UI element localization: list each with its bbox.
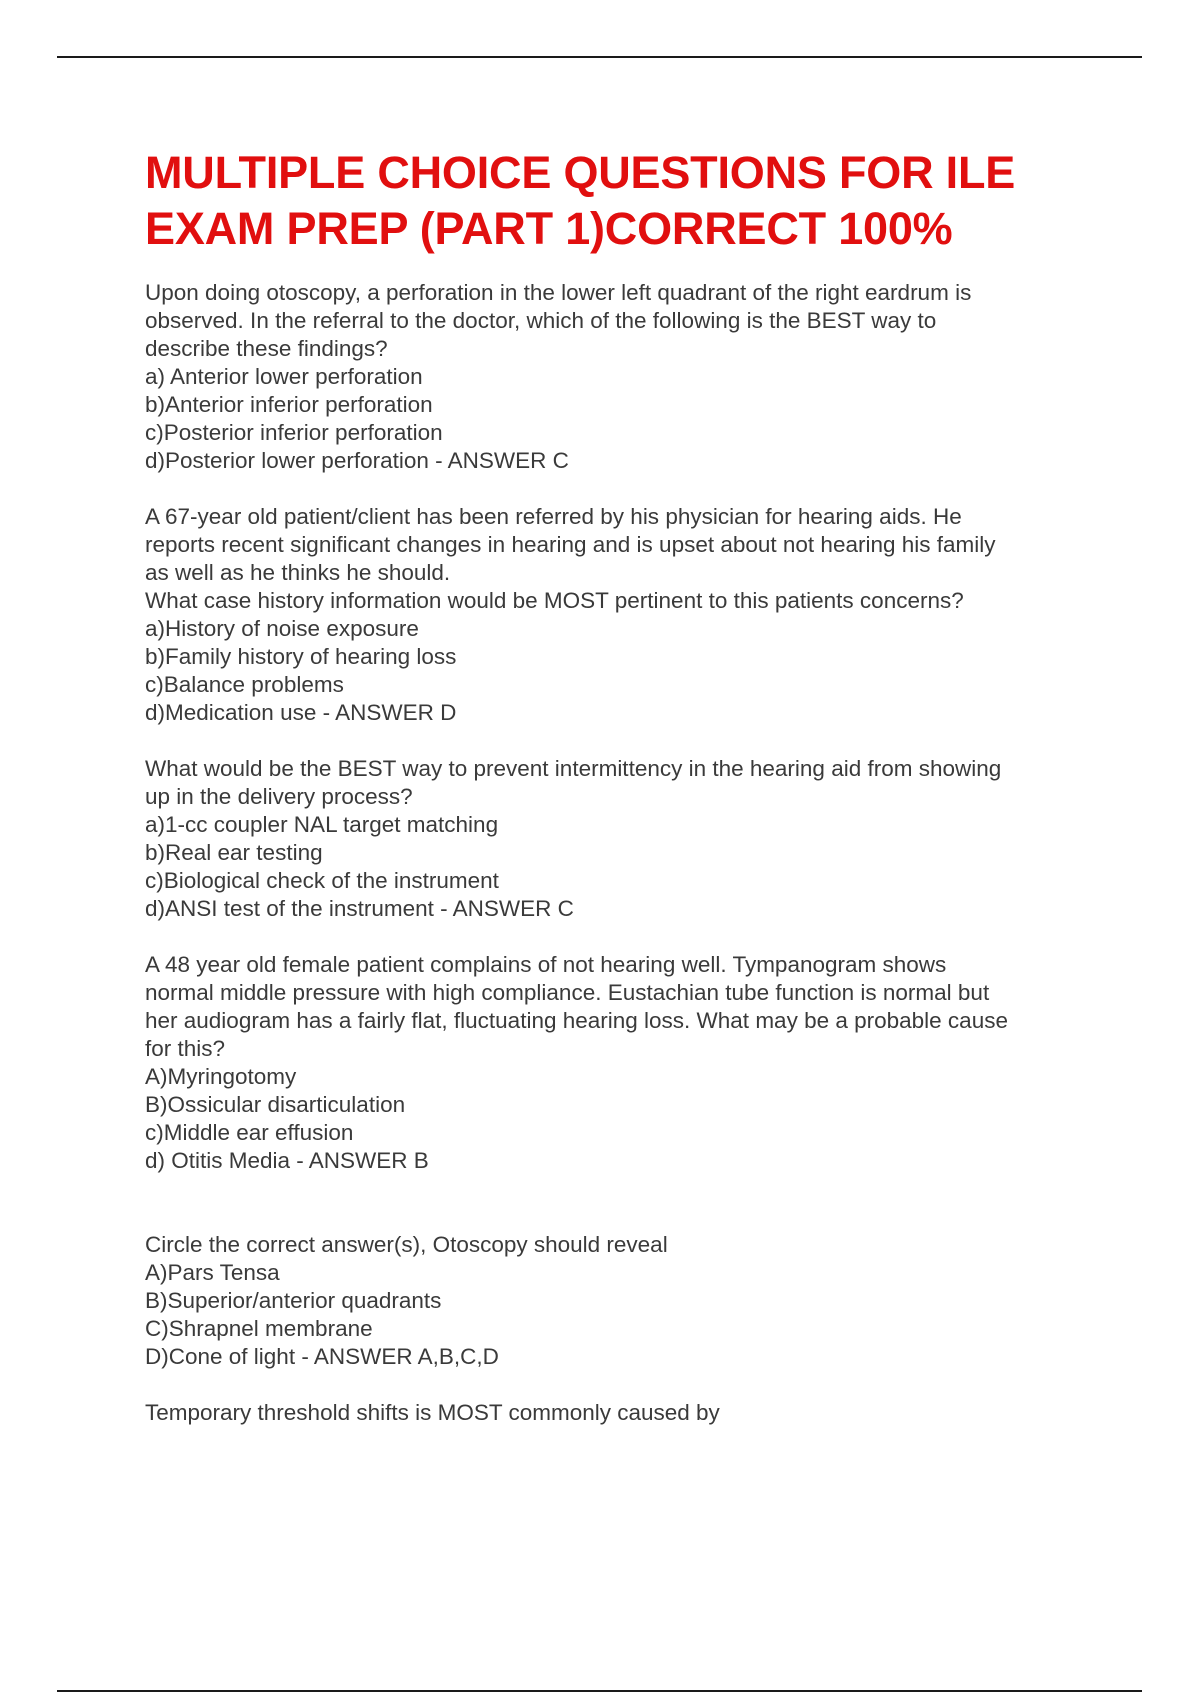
answer-option: A)Pars Tensa (145, 1260, 280, 1285)
answer-option: C)Shrapnel membrane (145, 1316, 373, 1341)
answer-option: B)Ossicular disarticulation (145, 1092, 406, 1117)
answer-option: c)Middle ear effusion (145, 1120, 354, 1145)
answer-option: D)Cone of light - ANSWER A,B,C,D (145, 1344, 499, 1369)
answer-option: d) Otitis Media - ANSWER B (145, 1148, 429, 1173)
bottom-divider (57, 1690, 1142, 1692)
answer-option: a)1-cc coupler NAL target matching (145, 812, 499, 837)
question-text: describe these findings? (145, 336, 388, 361)
question-3 (145, 755, 1090, 923)
question-text: reports recent significant changes in hearing and is upset about not hearing his family (145, 532, 996, 557)
answer-option: d)Posterior lower perforation - ANSWER C (145, 448, 569, 473)
answer-option: c)Biological check of the instrument (145, 868, 499, 893)
question-text: Temporary threshold shifts is MOST commonly caused by (145, 1400, 720, 1425)
question-6 (145, 1399, 1090, 1427)
question-text: A 48 year old female patient complains of not hearing well. Tympanogram shows (145, 952, 947, 977)
question-text: normal middle pressure with high compliance. Eustachian tube function is normal but (145, 980, 990, 1005)
question-text: for this? (145, 1036, 226, 1061)
question-text: What case history information would be MOST pertinent to this patients concerns? (145, 588, 964, 613)
question-5 (145, 1231, 1090, 1371)
answer-option: d)Medication use - ANSWER D (145, 700, 457, 725)
answer-option: B)Superior/anterior quadrants (145, 1288, 442, 1313)
answer-option: c)Balance problems (145, 672, 344, 697)
answer-option: A)Myringotomy (145, 1064, 297, 1089)
answer-option: b)Anterior inferior perforation (145, 392, 433, 417)
top-divider (57, 56, 1142, 58)
title-line: EXAM PREP (PART 1)CORRECT 100% (145, 203, 953, 254)
question-1 (145, 279, 1090, 475)
title-line: MULTIPLE CHOICE QUESTIONS FOR ILE (145, 147, 1016, 198)
question-text: A 67-year old patient/client has been referred by his physician for hearing aids. He (145, 504, 962, 529)
question-2 (145, 503, 1090, 727)
answer-option: a) Anterior lower perforation (145, 364, 423, 389)
question-text: up in the delivery process? (145, 784, 413, 809)
document-title (145, 145, 1090, 257)
question-text: her audiogram has a fairly flat, fluctuating hearing loss. What may be a probable cause (145, 1008, 1008, 1033)
question-text: What would be the BEST way to prevent intermittency in the hearing aid from showing (145, 756, 1002, 781)
question-text: as well as he thinks he should. (145, 560, 451, 585)
answer-option: b)Family history of hearing loss (145, 644, 457, 669)
question-4 (145, 951, 1090, 1175)
answer-option: c)Posterior inferior perforation (145, 420, 443, 445)
answer-option: d)ANSI test of the instrument - ANSWER C (145, 896, 574, 921)
question-text: observed. In the referral to the doctor, which of the following is the BEST way to (145, 308, 937, 333)
document-body (145, 145, 1090, 1455)
question-text: Upon doing otoscopy, a perforation in the lower left quadrant of the right eardrum is (145, 280, 972, 305)
answer-option: b)Real ear testing (145, 840, 323, 865)
answer-option: a)History of noise exposure (145, 616, 419, 641)
question-text: Circle the correct answer(s), Otoscopy should reveal (145, 1232, 668, 1257)
